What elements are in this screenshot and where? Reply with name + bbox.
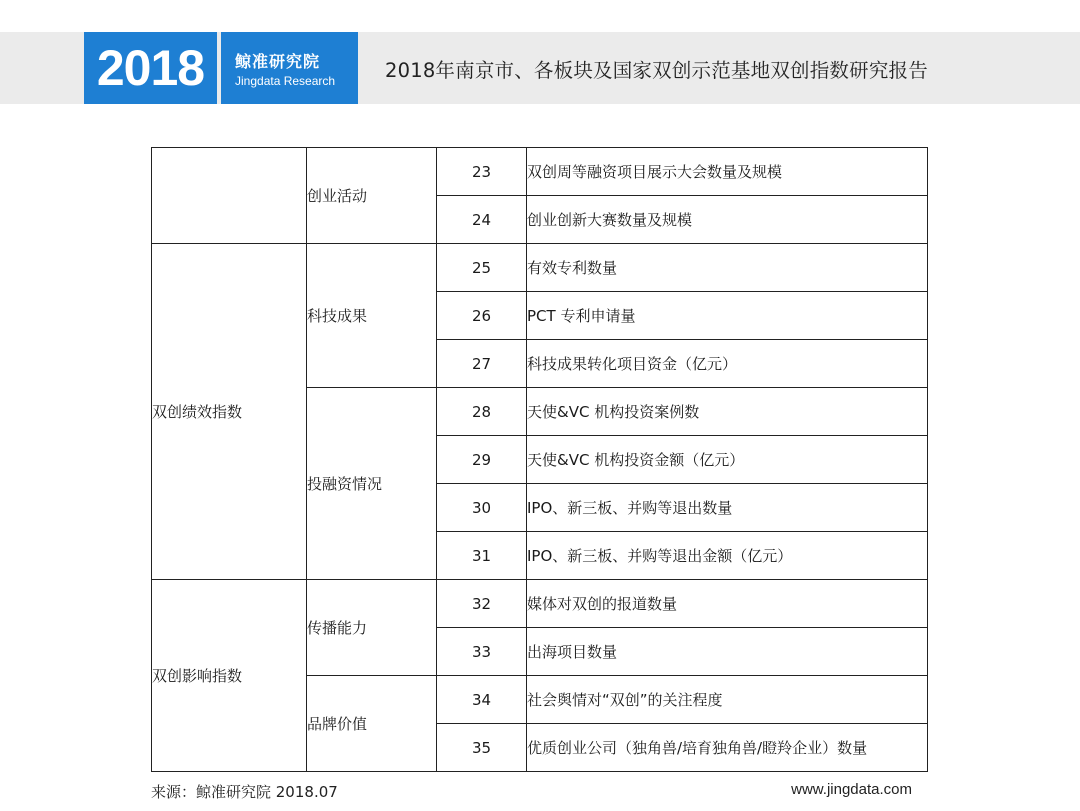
indicator-cell: 天使&VC 机构投资案例数 (527, 388, 928, 436)
row-number: 31 (437, 532, 527, 580)
row-number: 28 (437, 388, 527, 436)
row-number: 32 (437, 580, 527, 628)
brand-name-cn: 鲸准研究院 (235, 52, 321, 71)
report-title: 2018年南京市、各板块及国家双创示范基地双创指数研究报告 (385, 59, 928, 82)
table-row (152, 148, 928, 196)
indicator-cell: 优质创业公司（独角兽/培育独角兽/瞪羚企业）数量 (527, 724, 928, 772)
year-text: 2018 (96, 40, 205, 96)
indicator-cell: 双创周等融资项目展示大会数量及规模 (527, 148, 928, 196)
website-link[interactable]: www.jingdata.com (791, 781, 912, 798)
row-number: 35 (437, 724, 527, 772)
category-cell (152, 148, 307, 244)
subcategory-cell: 品牌价值 (307, 676, 437, 772)
row-number: 34 (437, 676, 527, 724)
indicator-cell: 创业创新大赛数量及规模 (527, 196, 928, 244)
row-number: 33 (437, 628, 527, 676)
indicator-cell: 出海项目数量 (527, 628, 928, 676)
table-row (152, 580, 928, 628)
row-number: 24 (437, 196, 527, 244)
subcategory-cell: 传播能力 (307, 580, 437, 676)
brand-name-en: Jingdata Research (235, 74, 336, 88)
brand-logo (221, 32, 358, 104)
row-number: 30 (437, 484, 527, 532)
indicator-cell: IPO、新三板、并购等退出金额（亿元） (527, 532, 928, 580)
indicator-cell: 天使&VC 机构投资金额（亿元） (527, 436, 928, 484)
year-badge (84, 32, 217, 104)
source-note: 来源：鲸准研究院 2018.07 (151, 783, 338, 801)
row-number: 29 (437, 436, 527, 484)
row-number: 26 (437, 292, 527, 340)
indicator-cell: 社会舆情对“双创”的关注程度 (527, 676, 928, 724)
category-cell: 双创绩效指数 (152, 244, 307, 580)
indicator-table (151, 147, 928, 772)
subcategory-cell: 创业活动 (307, 148, 437, 244)
indicator-cell: 有效专利数量 (527, 244, 928, 292)
indicator-cell: 科技成果转化项目资金（亿元） (527, 340, 928, 388)
category-cell: 双创影响指数 (152, 580, 307, 772)
row-number: 23 (437, 148, 527, 196)
subcategory-cell: 科技成果 (307, 244, 437, 388)
indicator-cell: PCT 专利申请量 (527, 292, 928, 340)
row-number: 25 (437, 244, 527, 292)
indicator-cell: IPO、新三板、并购等退出数量 (527, 484, 928, 532)
subcategory-cell: 投融资情况 (307, 388, 437, 580)
indicator-cell: 媒体对双创的报道数量 (527, 580, 928, 628)
row-number: 27 (437, 340, 527, 388)
table-row (152, 244, 928, 292)
